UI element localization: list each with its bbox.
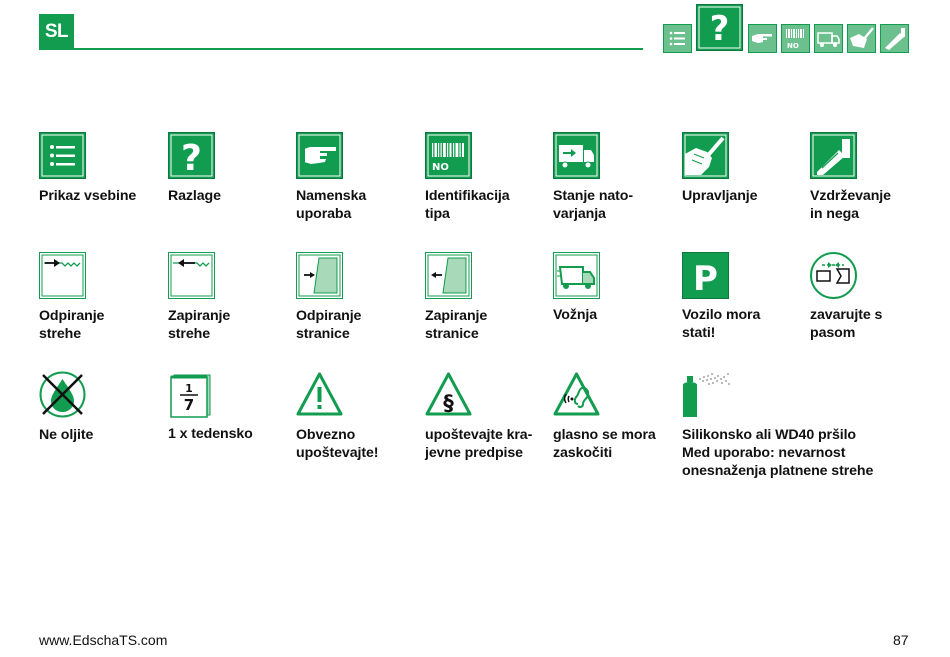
header-rule: [39, 48, 643, 50]
language-badge: SL: [39, 14, 74, 49]
svg-text:1: 1: [185, 382, 193, 395]
legend-label: Razlage: [168, 188, 221, 204]
legend-label: Vozilo mora stati!: [682, 307, 761, 341]
svg-text:P: P: [693, 259, 718, 299]
legend-label: Vožnja: [553, 307, 598, 323]
legend-label: Zapiranje stranice: [425, 308, 488, 342]
legend-label: Zapiranje strehe: [168, 308, 231, 342]
question-icon: [168, 132, 215, 179]
legend-label: Stanje nato- varjanja: [553, 188, 633, 222]
svg-text:NO: NO: [432, 162, 449, 173]
svg-text:NO: NO: [787, 42, 799, 50]
transport-nav-icon[interactable]: [814, 24, 843, 53]
legend-label: glasno se mora zaskočiti: [553, 427, 656, 461]
svg-text:?: ?: [181, 138, 202, 179]
barcode-icon: [425, 132, 472, 179]
maintenance-icon: [810, 132, 857, 179]
spray-can-icon: [682, 371, 732, 418]
truck-drive-icon: [553, 252, 600, 299]
help-nav-icon[interactable]: [696, 4, 743, 51]
svg-text:§: §: [443, 391, 454, 415]
intended-use-nav-icon[interactable]: [748, 24, 777, 53]
legend-label: zavarujte s pasom: [810, 307, 883, 341]
strap-icon: [810, 252, 857, 299]
legend-label: Prikaz vsebine: [39, 188, 137, 204]
legend-label: upoštevajte kra- jevne predpise: [425, 427, 533, 461]
page-number: 87: [893, 632, 909, 648]
legend-label: Upravljanje: [682, 188, 758, 204]
noise-icon: [553, 371, 600, 418]
legend-label: Odpiranje stranice: [296, 308, 362, 342]
side-open-icon: [296, 252, 343, 299]
chapter-nav: [663, 4, 913, 54]
roof-close-icon: [168, 252, 215, 299]
operation-nav-icon[interactable]: [847, 24, 876, 53]
legend-label: 1 x tedensko: [168, 426, 253, 442]
regulation-icon: [425, 371, 472, 418]
svg-text:7: 7: [183, 396, 195, 414]
type-id-nav-icon[interactable]: [781, 24, 810, 53]
legend-label: Namenska uporaba: [296, 188, 367, 222]
parking-icon: [682, 252, 729, 299]
no-oil-icon: [39, 371, 86, 418]
roof-open-icon: [39, 252, 86, 299]
warning-icon: [296, 371, 343, 418]
pointing-hand-icon: [296, 132, 343, 179]
list-icon: [39, 132, 86, 179]
legend-label: Odpiranje strehe: [39, 308, 105, 342]
hand-tool-icon: [682, 132, 729, 179]
footer-url[interactable]: www.EdschaTS.com: [39, 632, 168, 648]
truck-loading-icon: [553, 132, 600, 179]
legend-label: Identifikacija tipa: [425, 188, 510, 222]
svg-text:?: ?: [709, 9, 730, 49]
side-close-icon: [425, 252, 472, 299]
legend-label: Ne oljite: [39, 427, 94, 443]
maintenance-nav-icon[interactable]: [880, 24, 909, 53]
legend-label: Obvezno upoštevajte!: [296, 427, 379, 461]
legend-label: Silikonsko ali WD40 pršilo Med uporabo: nevarnost onesnaženja platnene strehe: [682, 427, 874, 479]
contents-nav-icon[interactable]: [663, 24, 692, 53]
calendar-icon: [168, 371, 215, 418]
legend-label: Vzdrževanje in nega: [810, 188, 891, 222]
